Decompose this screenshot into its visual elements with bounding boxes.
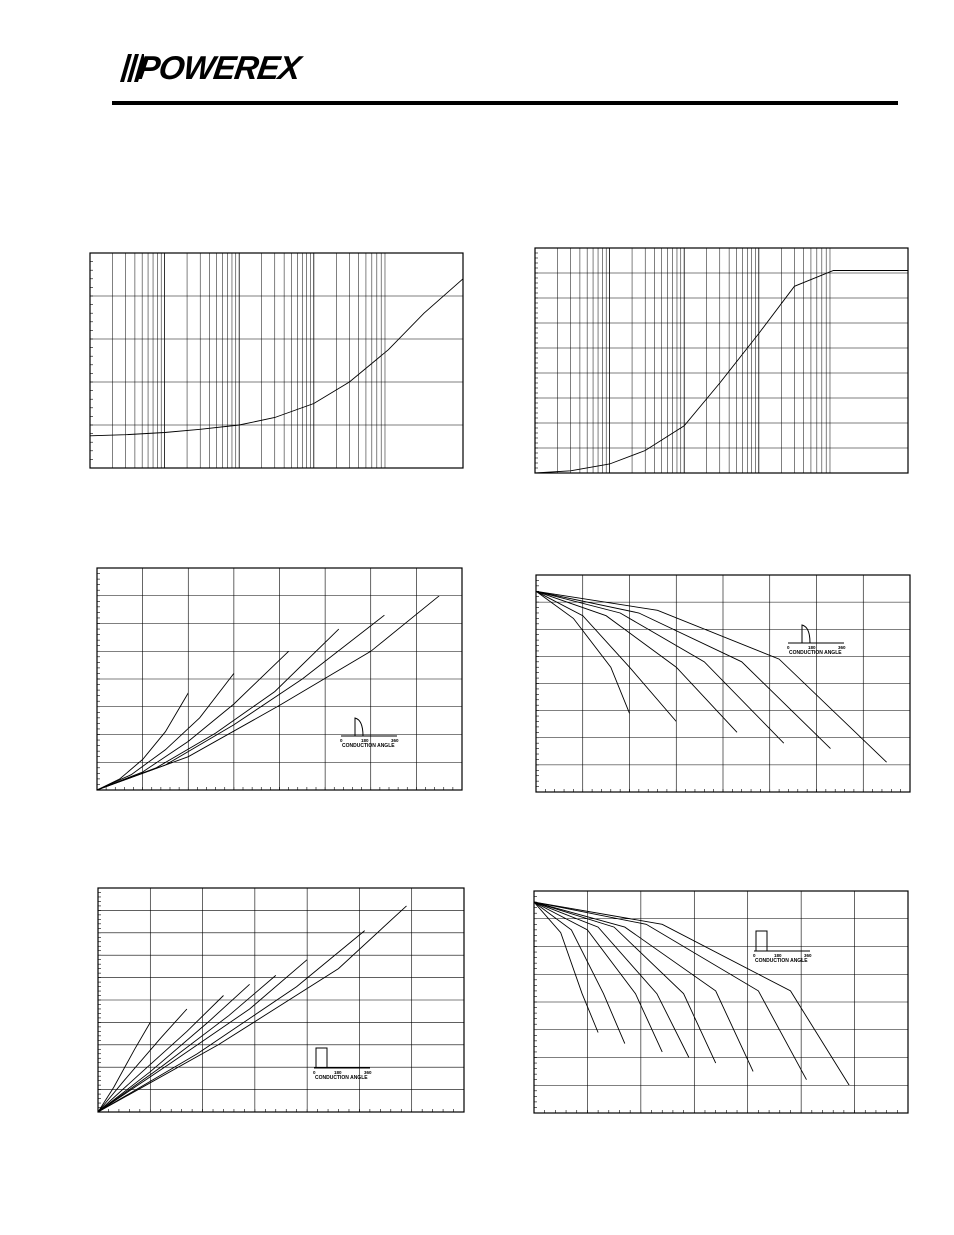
angle-180-label: 180 — [808, 645, 816, 650]
chart-case-temperature-rectangular — [534, 891, 908, 1113]
conduction-angle-label: CONDUCTION ANGLE — [789, 650, 842, 656]
angle-0-label: 0 — [787, 645, 790, 650]
waveform-icon — [316, 1048, 327, 1068]
brand-name: POWEREX — [135, 49, 303, 86]
waveform-icon — [756, 931, 767, 951]
conduction-angle-inset — [753, 931, 812, 964]
conduction-angle-inset — [340, 718, 399, 749]
series-line-5 — [97, 615, 384, 790]
waveform-icon — [802, 625, 810, 643]
waveform-icon — [355, 718, 363, 736]
chart-transient-response-right — [535, 248, 908, 473]
grid — [98, 888, 464, 1112]
header-rule — [112, 101, 898, 105]
series-line-3 — [97, 651, 289, 790]
conduction-angle-label: CONDUCTION ANGLE — [755, 958, 808, 964]
angle-360-label: 360 — [804, 953, 812, 958]
angle-180-label: 180 — [774, 953, 782, 958]
series-line-4 — [98, 984, 250, 1112]
series-line-6 — [534, 902, 753, 1071]
grid — [90, 253, 463, 468]
series-line-3 — [98, 996, 224, 1113]
grid — [536, 575, 910, 792]
series-line-4 — [534, 902, 689, 1057]
series-line-5 — [536, 591, 831, 748]
series-line-1 — [535, 271, 908, 474]
series-line-6 — [536, 591, 887, 762]
angle-180-label: 180 — [361, 738, 369, 743]
series-line-8 — [534, 902, 849, 1085]
plot-frame — [535, 248, 908, 473]
series-line-1 — [90, 279, 463, 436]
angle-180-label: 180 — [334, 1070, 342, 1075]
series-line-6 — [97, 596, 439, 790]
angle-360-label: 360 — [391, 738, 399, 743]
chart-case-temperature-single-phase — [536, 575, 910, 792]
conduction-angle-label: CONDUCTION ANGLE — [342, 743, 395, 749]
chart-transient-impedance-left — [90, 253, 463, 468]
conduction-angle-inset — [313, 1048, 372, 1081]
series-line-1 — [534, 902, 598, 1032]
angle-0-label: 0 — [340, 738, 343, 743]
series-line-5 — [534, 902, 716, 1063]
grid — [535, 248, 908, 473]
grid — [97, 568, 462, 790]
angle-360-label: 360 — [838, 645, 846, 650]
angle-0-label: 0 — [753, 953, 756, 958]
series-line-4 — [97, 629, 339, 790]
chart-power-dissipation-rectangular — [98, 888, 464, 1112]
series-line-2 — [98, 1009, 187, 1112]
series-line-4 — [536, 591, 784, 743]
powerex-logo — [120, 50, 310, 86]
chart-power-dissipation-single-phase — [97, 568, 462, 790]
angle-360-label: 360 — [364, 1070, 372, 1075]
angle-0-label: 0 — [313, 1070, 316, 1075]
conduction-angle-label: CONDUCTION ANGLE — [315, 1075, 368, 1081]
plot-frame — [90, 253, 463, 468]
